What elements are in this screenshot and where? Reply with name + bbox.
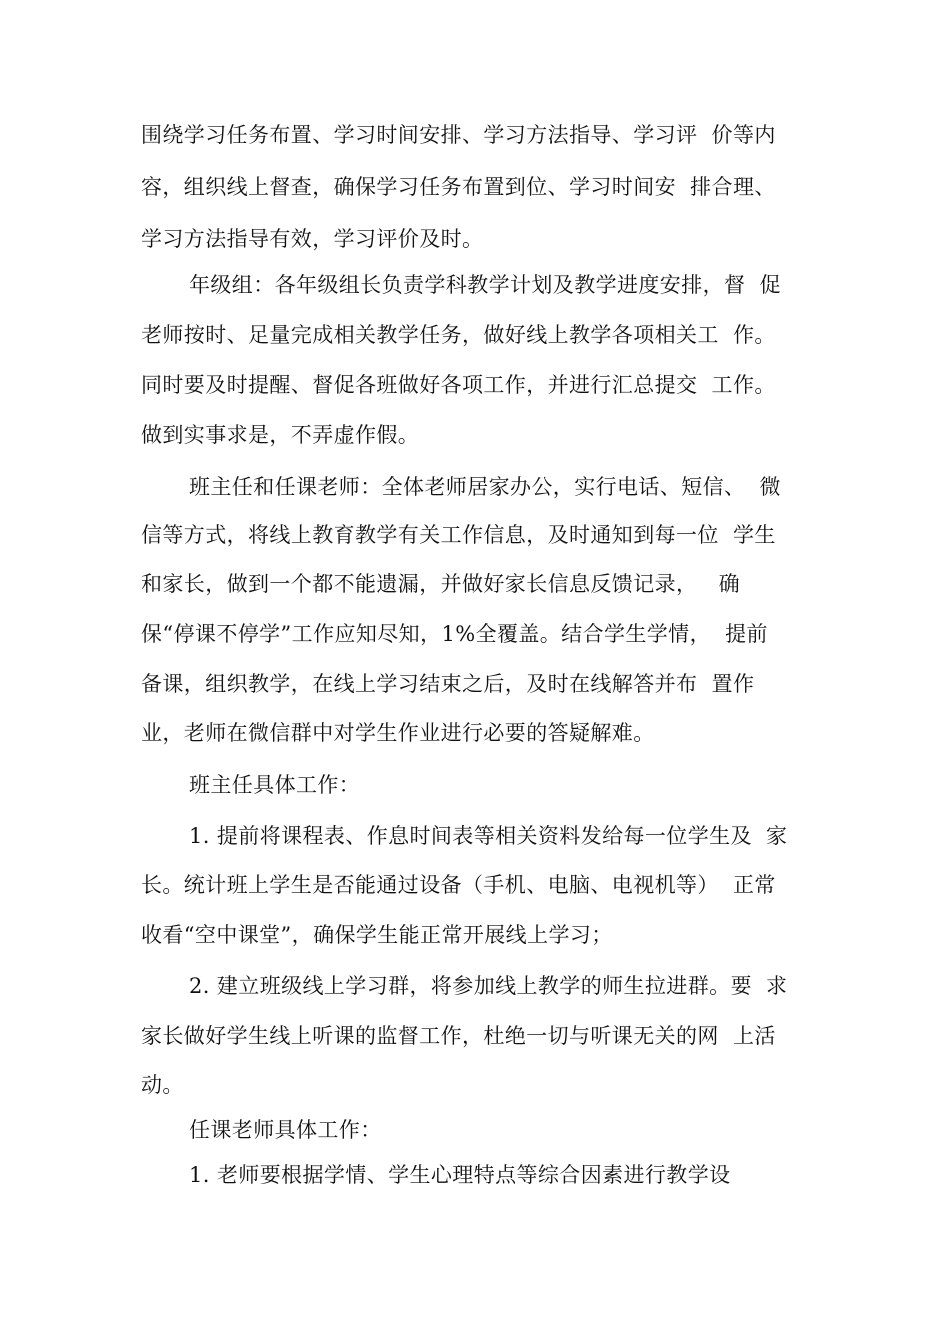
text-line: 信等方式，将线上教育教学有关工作信息，及时通知到每一位 学生: [141, 523, 776, 547]
section-heading: 班主任具体工作：: [189, 773, 361, 797]
text-line: 学习方法指导有效，学习评价及时。: [141, 227, 484, 251]
section-heading: 任课老师具体工作：: [189, 1118, 382, 1142]
text-line: 保“停课不停学”工作应知尽知，1%全覆盖。结合学生学情， 提前: [141, 622, 768, 646]
text-line: 同时要及时提醒、督促各班做好各项工作，并进行汇总提交 工作。: [141, 373, 776, 397]
text-line: 和家长，做到一个都不能遗漏，并做好家长信息反馈记录， 确: [141, 572, 741, 596]
text-line: 年级组：各年级组长负责学科教学计划及教学进度安排，督 促: [189, 273, 781, 297]
list-item-line: 2. 建立班级线上学习群，将参加线上教学的师生拉进群。要 求: [189, 974, 788, 998]
list-item-line: 1. 提前将课程表、作息时间表等相关资料发给每一位学生及 家: [189, 824, 788, 848]
text-line: 动。: [141, 1073, 184, 1097]
text-line: 围绕学习任务布置、学习时间安排、学习方法指导、学习评 价等内: [141, 123, 776, 147]
text-line: 备课，组织教学，在线上学习结束之后，及时在线解答并布 置作: [141, 672, 755, 696]
list-item-line: 1. 老师要根据学情、学生心理特点等综合因素进行教学设: [189, 1163, 731, 1187]
text-line: 业，老师在微信群中对学生作业进行必要的答疑解难。: [141, 721, 655, 745]
text-line: 容，组织线上督查，确保学习任务布置到位、学习时间安 排合理、: [141, 175, 776, 199]
text-line: 班主任和任课老师：全体老师居家办公，实行电话、短信、 微: [189, 475, 781, 499]
text-line: 老师按时、足量完成相关教学任务，做好线上教学各项相关工 作。: [141, 323, 776, 347]
text-line: 长。统计班上学生是否能通过设备（手机、电脑、电视机等） 正常: [141, 873, 776, 897]
text-line: 收看“空中课堂”，确保学生能正常开展线上学习；: [141, 923, 613, 947]
text-line: 做到实事求是，不弄虚作假。: [141, 423, 420, 447]
text-line: 家长做好学生线上听课的监督工作，杜绝一切与听课无关的网 上活: [141, 1024, 776, 1048]
